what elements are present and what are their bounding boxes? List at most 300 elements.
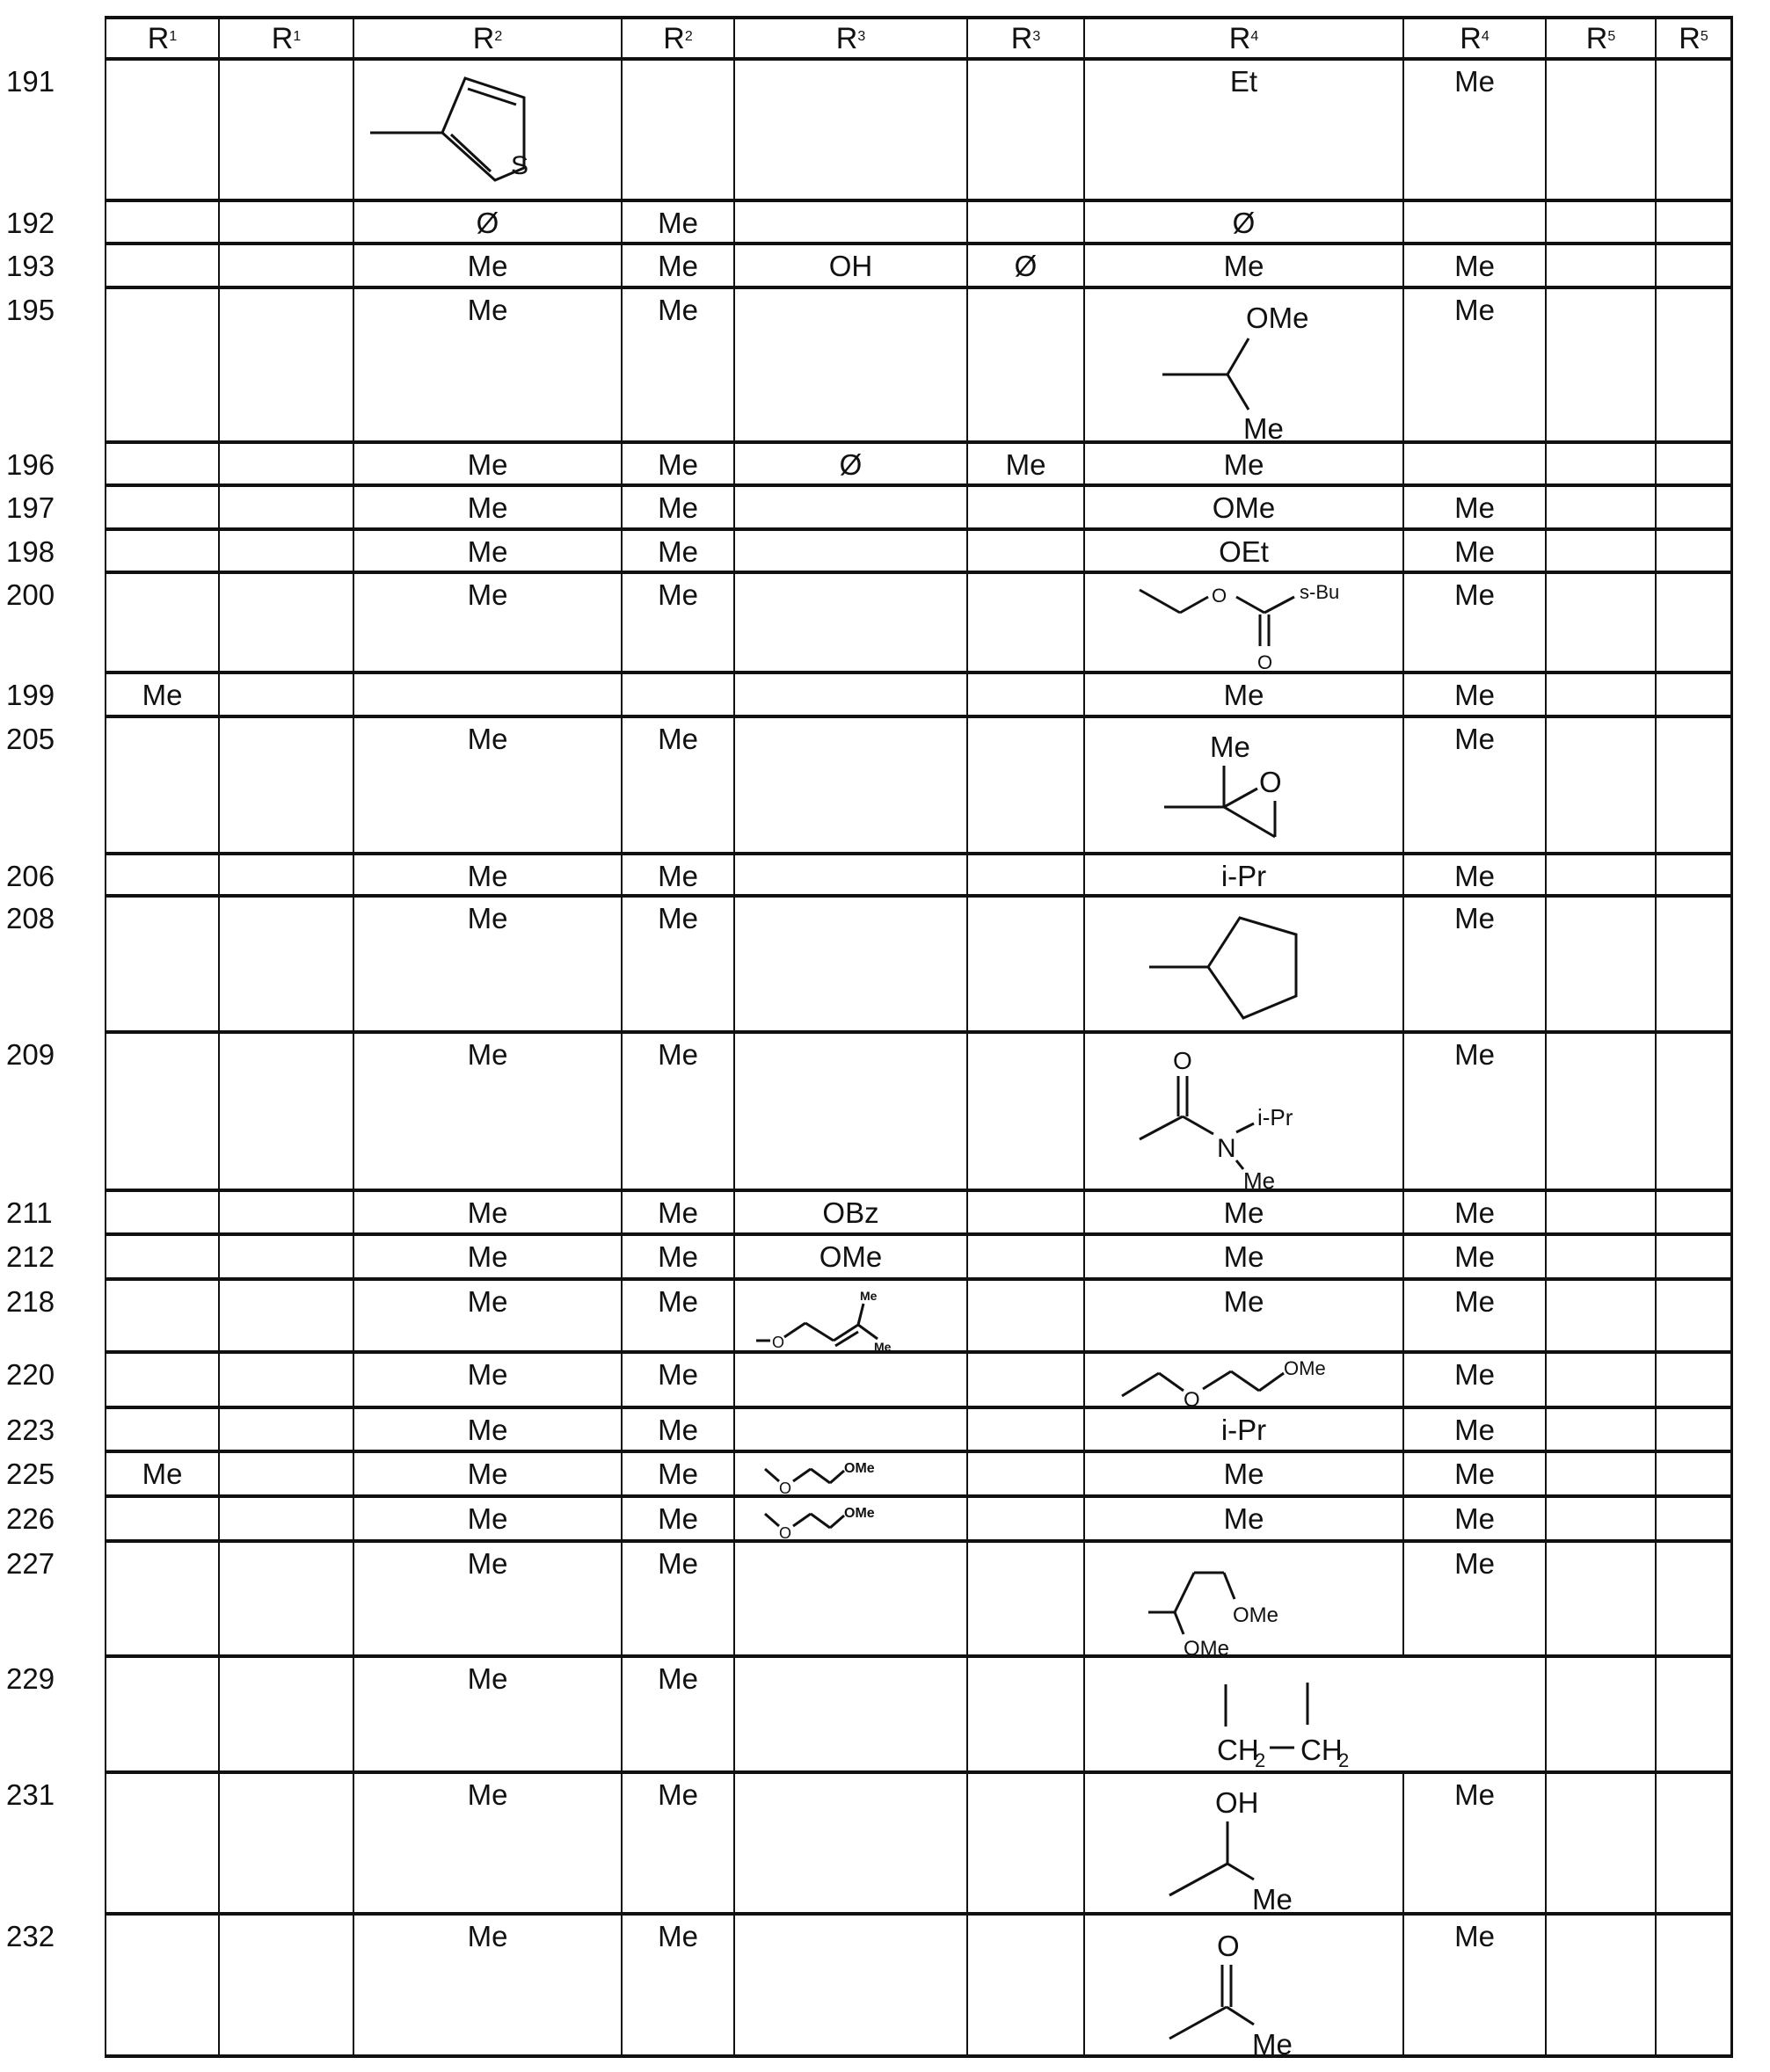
dimethoxypropyl-structure [1085,1546,1404,1659]
cell-r1b [218,1034,353,1189]
header-r1: $R^1$ [218,19,353,57]
table-row [6,57,1733,199]
cell-r5a [1545,855,1655,894]
row-number: 205 [6,723,55,755]
cell-r3a: OBz [733,1192,966,1232]
cell-r5b [1655,202,1733,242]
cell-r4b: Me [1402,898,1545,1030]
cell-r3a [733,202,966,242]
cell-r3b [966,1281,1083,1350]
row-number: 211 [6,1196,53,1229]
cell-r5b [1655,1498,1733,1539]
cell-r4a [1083,1543,1402,1661]
cell-r3b: Me [966,444,1083,483]
cell-r4a [1083,1916,1402,2061]
svg-text:CH: CH [1300,1734,1343,1766]
cell-r4a: Me [1083,1453,1402,1494]
cell-r4b: Me [1402,1543,1545,1654]
cell-r1b [218,1543,353,1654]
cell-r3a [733,1409,966,1450]
cell-r2b: Me [621,1774,733,1912]
cell-r4a: Me [1083,1236,1402,1277]
cell-r3a [733,1034,966,1189]
cell-r1a: Me [105,1453,218,1494]
cell-r2b: Me [621,1658,733,1770]
table-row [6,894,1733,1030]
cell-r5b [1655,61,1733,199]
table-row [6,1350,1733,1412]
cell-r5a [1545,444,1655,483]
cell-r1b [218,444,353,483]
cell-r2b: Me [621,1354,733,1406]
cell-r3b [966,1774,1083,1912]
cell-r1b [218,1498,353,1539]
cell-r5a [1545,1281,1655,1350]
cell-r5a [1545,289,1655,440]
cell-r4-merged [1083,1658,1545,1770]
table-row [6,440,1733,483]
cell-r4b: Me [1402,1281,1545,1350]
cell-r2a: Me [353,718,621,852]
cell-r5b [1655,1453,1733,1494]
cell-r3a [733,674,966,715]
cell-r5b [1655,674,1733,715]
cell-r4b: Me [1402,574,1545,671]
cell-r5a [1545,1236,1655,1277]
cell-r1b [218,1916,353,2054]
table-row [6,1912,1733,2061]
row-number: 232 [6,1920,55,1952]
row-number: 227 [6,1547,55,1580]
svg-text:OMe: OMe [1233,1603,1279,1627]
cell-r2a [353,674,621,715]
svg-text:O: O [1212,585,1227,607]
svg-text:Me: Me [1252,2028,1293,2061]
cell-r1b [218,1453,353,1494]
cell-r2b: Me [621,245,733,286]
cell-r2a: Ø [353,202,621,242]
table-row [6,1406,1733,1450]
svg-text:OH: OH [1215,1786,1259,1819]
cell-r3a: Ø [733,444,966,483]
cell-r1a [105,202,218,242]
cell-r1b [218,1281,353,1350]
row-number: 206 [6,860,55,892]
row-number: 196 [6,448,55,481]
cell-r5b [1655,1281,1733,1350]
cell-r3b [966,531,1083,571]
cell-r1a [105,718,218,852]
cell-r2a: Me [353,1192,621,1232]
cell-r4b: Me [1402,245,1545,286]
cell-r3a [733,718,966,852]
cell-r1b [218,202,353,242]
row-number: 199 [6,679,55,711]
row-number: 208 [6,902,55,934]
cell-r3b [966,1409,1083,1450]
cell-r1a [105,289,218,440]
svg-text:2: 2 [1338,1749,1350,1771]
cell-r1a [105,574,218,671]
cell-r3b [966,1543,1083,1654]
cell-r4a: OMe [1083,487,1402,527]
cell-r2a: Me [353,1236,621,1277]
cell-r5a [1545,1774,1655,1912]
cyclopentyl-structure [1085,901,1404,1033]
cell-r4b: Me [1402,1916,1545,2054]
cell-r2b: Me [621,1409,733,1450]
cell-r2b: Me [621,487,733,527]
table-row [6,1450,1733,1497]
cell-r5a [1545,1453,1655,1494]
cell-r1b [218,1236,353,1277]
cell-r1a [105,444,218,483]
cell-r5b [1655,898,1733,1030]
cell-r3a [733,898,966,1030]
cell-r3b [966,718,1083,852]
svg-text:i-Pr: i-Pr [1257,1104,1293,1131]
amide-structure [1085,1037,1404,1192]
cell-r2a: Me [353,1543,621,1654]
cell-r3b [966,574,1083,671]
cell-r4b: Me [1402,855,1545,894]
cell-r2b: Me [621,574,733,671]
cell-r1b [218,718,353,852]
cell-r2a [353,61,621,199]
cell-r1b [218,1192,353,1232]
cell-r3b [966,1658,1083,1770]
table-row [6,852,1733,894]
cell-r5b [1655,1774,1733,1912]
cell-r4a: Me [1083,245,1402,286]
cell-r2b: Me [621,1453,733,1494]
cell-r3b [966,1236,1083,1277]
row-number: 218 [6,1285,55,1318]
cell-r4a: Me [1083,1498,1402,1539]
cell-r5a [1545,718,1655,852]
svg-text:OMe: OMe [1184,1637,1230,1661]
cell-r3b [966,674,1083,715]
cell-r3a [733,531,966,571]
svg-text:OMe: OMe [844,1506,875,1521]
table-row [6,1277,1733,1354]
cell-r3a [733,1354,966,1406]
cell-r5a [1545,1034,1655,1189]
cell-r5b [1655,1034,1733,1189]
header-r4: $R^4$ [1402,19,1545,57]
cell-r2b: Me [621,202,733,242]
svg-text:S: S [511,151,529,180]
cell-r1a [105,1354,218,1406]
cell-r2b: Me [621,718,733,852]
cell-r2b: Me [621,855,733,894]
cell-r5b [1655,1236,1733,1277]
cell-r1a [105,1281,218,1350]
row-number: 195 [6,294,55,326]
cell-r1b [218,1658,353,1770]
cell-r4a: Et [1083,61,1402,199]
cell-r1a [105,1543,218,1654]
cell-r2a: Me [353,245,621,286]
cell-r2a: Me [353,898,621,1030]
table-row [6,1030,1733,1194]
svg-text:O: O [779,1479,792,1497]
hydroxyethyl-structure [1085,1778,1404,1916]
table-row [6,571,1733,673]
cell-r5a [1545,1543,1655,1654]
cell-r3a [733,1916,966,2054]
cell-r3a [733,1453,966,1497]
svg-text:2: 2 [1255,1749,1266,1771]
cell-r1b [218,487,353,527]
table-row [6,715,1733,852]
ethylene-bridge-structure [1085,1661,1547,1774]
cell-r3b [966,61,1083,199]
cell-r4a [1083,289,1402,445]
cell-r5a [1545,1916,1655,2054]
cell-r2b: Me [621,444,733,483]
cell-r3a [733,574,966,671]
cell-r5a [1545,61,1655,199]
cell-r5a [1545,1192,1655,1232]
cell-r4a: Me [1083,674,1402,715]
cell-r2a: Me [353,487,621,527]
cell-r1b [218,674,353,715]
cell-r4a: i-Pr [1083,1409,1402,1450]
cell-r2b: Me [621,1543,733,1654]
cell-r2b [621,674,733,715]
cell-r3a [733,487,966,527]
cell-r3a [733,1543,966,1654]
cell-r5a [1545,202,1655,242]
cell-r4b: Me [1402,531,1545,571]
cell-r4b: Me [1402,1192,1545,1232]
cell-r5a [1545,245,1655,286]
cell-r2a: Me [353,1453,621,1494]
table-row [6,1539,1733,1661]
cell-r3b: Ø [966,245,1083,286]
row-number: 191 [6,65,55,98]
svg-text:O: O [1217,1930,1240,1962]
cell-r4a [1083,718,1402,852]
cell-r1b [218,574,353,671]
cell-r3a: OMe [733,1236,966,1277]
cell-r5a [1545,674,1655,715]
cell-r1a [105,1192,218,1232]
cell-r4b: Me [1402,674,1545,715]
cell-r2a: Me [353,289,621,440]
cell-r5a [1545,898,1655,1030]
cell-r3b [966,855,1083,894]
row-number: 225 [6,1458,55,1490]
cell-r4a: i-Pr [1083,855,1402,894]
cell-r1b [218,531,353,571]
svg-text:Me: Me [1210,731,1250,763]
cell-r4b: Me [1402,61,1545,199]
cell-r5a [1545,487,1655,527]
table-row [6,1189,1733,1232]
header-r3: $R^3$ [733,19,966,57]
row-number: 229 [6,1662,55,1695]
cell-r2a: Me [353,1916,621,2054]
cell-r3b [966,1034,1083,1189]
cell-r4b: Me [1402,1774,1545,1912]
cell-r3a: OH [733,245,966,286]
cell-r5a [1545,1658,1655,1770]
row-number: 231 [6,1778,55,1811]
cell-r5b [1655,1916,1733,2054]
cell-r1b [218,245,353,286]
methoxyethoxymethyl-structure [1085,1357,1404,1410]
table-row [6,1654,1733,1771]
header-r4: $R^4$ [1083,19,1402,57]
cell-r5a [1545,1354,1655,1406]
cell-r3b [966,202,1083,242]
svg-text:Me: Me [860,1289,878,1303]
cell-r1a [105,1774,218,1912]
cell-r1b [218,289,353,440]
methoxyethyl-structure [1085,293,1404,444]
cell-r5b [1655,1354,1733,1406]
row-number: 226 [6,1502,55,1535]
cell-r2b [621,61,733,199]
header-r5: $R^5$ [1655,19,1733,57]
cell-r1a [105,531,218,571]
cell-r4a [1083,1034,1402,1194]
cell-r5b [1655,1192,1733,1232]
cell-r4b: Me [1402,487,1545,527]
table-row [6,671,1733,715]
cell-r5b [1655,1543,1733,1654]
cell-r4b [1402,202,1545,242]
table-row [6,242,1733,286]
cell-r4a: Me [1083,444,1402,483]
row-number: 193 [6,250,55,282]
cell-r1a [105,1236,218,1277]
row-number: 200 [6,578,55,611]
svg-text:CH: CH [1217,1734,1259,1766]
cell-r3b [966,898,1083,1030]
cell-r4a: Ø [1083,202,1402,242]
svg-text:Me: Me [1243,412,1284,445]
cell-r2b: Me [621,289,733,440]
cell-r5a [1545,1498,1655,1539]
cell-r1a [105,898,218,1030]
cell-r4b: Me [1402,1034,1545,1189]
header-r5: $R^5$ [1545,19,1655,57]
cell-r2b: Me [621,1498,733,1539]
row-number: 212 [6,1240,55,1273]
cell-r1a [105,487,218,527]
table-row [6,1232,1733,1277]
header-r1: $R^1$ [105,19,218,57]
cell-r1a [105,1658,218,1770]
cell-r4b: Me [1402,289,1545,440]
cell-r3b [966,487,1083,527]
cell-r3b [966,1916,1083,2054]
header-r2: $R^2$ [621,19,733,57]
cell-r4a: OEt [1083,531,1402,571]
cell-r2b: Me [621,1916,733,2054]
cell-r1b [218,855,353,894]
cell-r5a [1545,1409,1655,1450]
cell-r3a [733,1498,966,1542]
cell-r1b [218,61,353,199]
svg-text:Me: Me [874,1340,892,1354]
cell-r4a [1083,574,1402,671]
cell-r2a: Me [353,1034,621,1189]
cell-r5b [1655,531,1733,571]
cell-r5b [1655,718,1733,852]
cell-r2b: Me [621,531,733,571]
cell-r5b [1655,855,1733,894]
svg-text:Me: Me [1243,1167,1276,1194]
cell-r2a: Me [353,1658,621,1770]
header-r2: $R^2$ [353,19,621,57]
table-row [6,527,1733,571]
cell-r2a: Me [353,531,621,571]
cell-r3a [733,61,966,199]
cell-r4b: Me [1402,1354,1545,1406]
table-row [6,286,1733,445]
svg-text:s-Bu: s-Bu [1300,581,1340,603]
cell-r2a: Me [353,1774,621,1912]
cell-r4b: Me [1402,1236,1545,1277]
cell-r1a [105,1409,218,1450]
cell-r4a: Me [1083,1281,1402,1350]
cell-r1a: Me [105,674,218,715]
svg-text:O: O [1173,1047,1192,1074]
cell-r2b: Me [621,1236,733,1277]
cell-r4b [1402,444,1545,483]
header-row [105,16,1733,57]
cell-r2a: Me [353,1354,621,1406]
cell-r4b: Me [1402,1498,1545,1539]
cell-r3a [733,1774,966,1912]
cell-r1a [105,1034,218,1189]
cell-r1b [218,1354,353,1406]
table-row [6,1770,1733,1916]
row-number: 198 [6,535,55,568]
svg-text:O: O [772,1334,785,1351]
cell-r3a [733,289,966,440]
cell-r4a [1083,898,1402,1030]
cell-r1a [105,1498,218,1539]
cell-r1b [218,1409,353,1450]
row-number: 209 [6,1038,55,1071]
thiophene-structure [354,64,623,196]
cell-r2b: Me [621,1281,733,1350]
cell-r5b [1655,1409,1733,1450]
cell-r2a: Me [353,1498,621,1539]
cell-r3a [733,855,966,894]
cell-r5b [1655,1658,1733,1770]
row-number: 223 [6,1414,55,1446]
cell-r5b [1655,245,1733,286]
row-number: 197 [6,491,55,524]
cell-r4b: Me [1402,718,1545,852]
svg-text:O: O [1257,651,1273,673]
header-r3: $R^3$ [966,19,1083,57]
table-row [6,483,1733,527]
cell-r1a [105,855,218,894]
svg-text:OMe: OMe [1246,302,1309,334]
cell-r3b [966,289,1083,440]
cell-r2a: Me [353,444,621,483]
cell-r4b: Me [1402,1409,1545,1450]
cell-r4a: Me [1083,1192,1402,1232]
cell-r4a [1083,1774,1402,1916]
